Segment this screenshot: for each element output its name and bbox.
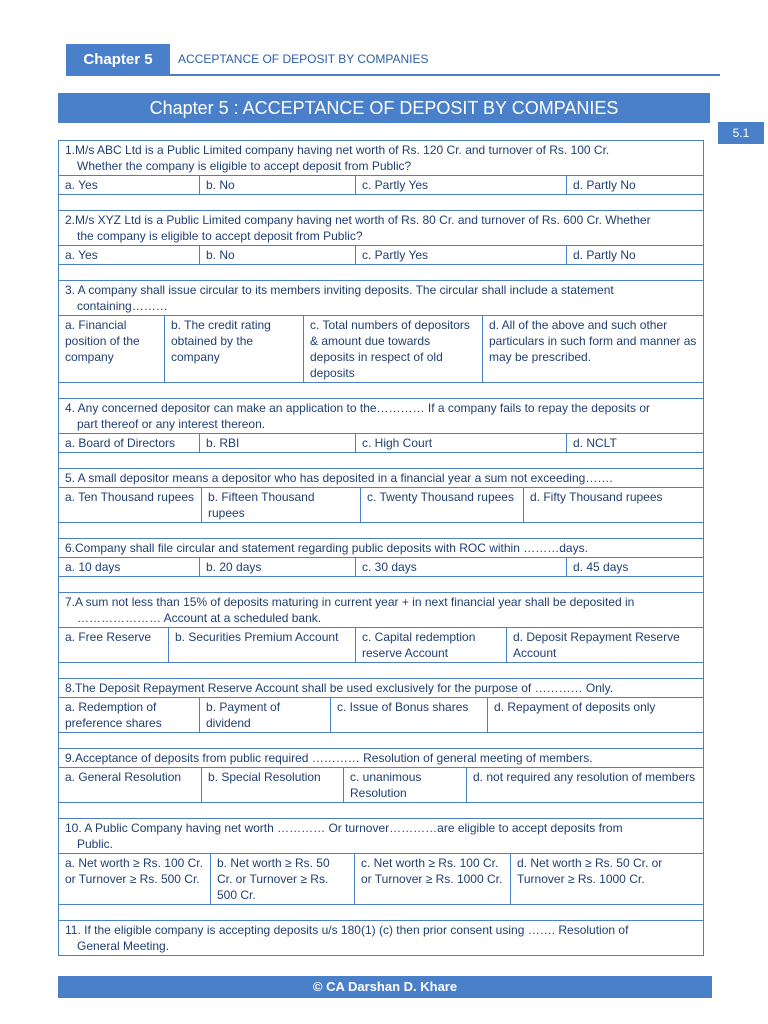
option-5a: a. Ten Thousand rupees: [59, 488, 202, 522]
options-4: [59, 434, 703, 453]
options-10: [59, 854, 703, 905]
option-9a: a. General Resolution: [59, 768, 202, 802]
question-1: 1.M/s ABC Ltd is a Public Limited company having net worth of Rs. 120 Cr. and turnover of Rs. 100 Cr. Whether the company is eligible to accept deposit from Public?: [59, 141, 703, 176]
question-5: 5. A small depositor means a depositor who has deposited in a financial year a sum not exceeding…….: [59, 469, 703, 488]
option-3c: c. Total numbers of depositors & amount due towards deposits in respect of old deposits: [304, 316, 483, 382]
option-1b: b. No: [200, 176, 356, 194]
option-3b: b. The credit rating obtained by the company: [165, 316, 304, 382]
option-7b: b. Securities Premium Account: [169, 628, 356, 662]
option-6c: c. 30 days: [356, 558, 567, 576]
option-1c: c. Partly Yes: [356, 176, 567, 194]
option-3d: d. All of the above and such other particulars in such form and manner as may be prescribed.: [489, 318, 697, 364]
spacer-row: [59, 663, 703, 679]
spacer-row: [59, 803, 703, 819]
option-8a: a. Redemption of preference shares: [59, 698, 200, 732]
chapter-label: Chapter 5: [66, 44, 170, 75]
option-6a: a. 10 days: [59, 558, 200, 576]
option-4d: d. NCLT: [573, 436, 617, 450]
option-5b: b. Fifteen Thousand rupees: [202, 488, 361, 522]
question-6: 6.Company shall file circular and statement regarding public deposits with ROC within ………days.: [59, 539, 703, 558]
option-2c: c. Partly Yes: [356, 246, 567, 264]
header-rule: [66, 74, 720, 76]
spacer-row: [59, 265, 703, 281]
options-2: [59, 246, 703, 265]
option-6d: d. 45 days: [573, 560, 629, 574]
option-9b: b. Special Resolution: [202, 768, 344, 802]
question-4: 4. Any concerned depositor can make an application to the………… If a company fails to repay the deposits or part thereof or any interest thereon.: [59, 399, 703, 434]
option-2a: a. Yes: [59, 246, 200, 264]
option-1d: d. Partly No: [573, 178, 636, 192]
option-9c: c. unanimous Resolution: [344, 768, 467, 802]
page-number: 5.1: [718, 122, 764, 144]
options-3: [59, 316, 703, 383]
option-3a: a. Financial position of the company: [59, 316, 165, 382]
option-8c: c. Issue of Bonus shares: [331, 698, 488, 732]
option-4b: b. RBI: [200, 434, 356, 452]
option-8d: d. Repayment of deposits only: [494, 700, 656, 714]
option-4a: a. Board of Directors: [59, 434, 200, 452]
options-1: [59, 176, 703, 195]
option-5c: c. Twenty Thousand rupees: [361, 488, 524, 522]
spacer-row: [59, 453, 703, 469]
option-4c: c. High Court: [356, 434, 567, 452]
option-1a: a. Yes: [59, 176, 200, 194]
question-table: [58, 140, 704, 956]
page-title: Chapter 5 : ACCEPTANCE OF DEPOSIT BY COMPANIES: [58, 93, 710, 123]
spacer-row: [59, 733, 703, 749]
options-9: [59, 768, 703, 803]
options-5: [59, 488, 703, 523]
option-10c: c. Net worth ≥ Rs. 100 Cr. or Turnover ≥ Rs. 1000 Cr.: [355, 854, 511, 904]
spacer-row: [59, 195, 703, 211]
options-7: [59, 628, 703, 663]
options-6: [59, 558, 703, 577]
spacer-row: [59, 383, 703, 399]
option-10b: b. Net worth ≥ Rs. 50 Cr. or Turnover ≥ Rs. 500 Cr.: [211, 854, 355, 904]
option-2b: b. No: [200, 246, 356, 264]
option-10a: a. Net worth ≥ Rs. 100 Cr. or Turnover ≥ Rs. 500 Cr.: [59, 854, 211, 904]
option-2d: d. Partly No: [573, 248, 636, 262]
question-10: 10. A Public Company having net worth ………… Or turnover…………are eligible to accept deposits from Public.: [59, 819, 703, 854]
chapter-title: ACCEPTANCE OF DEPOSIT BY COMPANIES: [178, 52, 429, 66]
question-11: 11. If the eligible company is accepting deposits u/s 180(1) (c) then prior consent using ……. Resolution of General Meeting.: [65, 923, 629, 953]
option-7c: c. Capital redemption reserve Account: [356, 628, 507, 662]
option-5d: d. Fifty Thousand rupees: [530, 490, 663, 504]
question-8: 8.The Deposit Repayment Reserve Account shall be used exclusively for the purpose of ………… Only.: [59, 679, 703, 698]
spacer-row: [59, 905, 703, 921]
question-2: 2.M/s XYZ Ltd is a Public Limited company having net worth of Rs. 80 Cr. and turnover of Rs. 600 Cr. Whether the company is eligible to accept deposit from Public?: [59, 211, 703, 246]
options-8: [59, 698, 703, 733]
option-6b: b. 20 days: [200, 558, 356, 576]
spacer-row: [59, 577, 703, 593]
option-7d: d. Deposit Repayment Reserve Account: [513, 630, 680, 660]
option-10d: d. Net worth ≥ Rs. 50 Cr. or Turnover ≥ Rs. 1000 Cr.: [517, 856, 663, 886]
spacer-row: [59, 523, 703, 539]
question-7: 7.A sum not less than 15% of deposits maturing in current year + in next financial year shall be deposited in ………………… Account at a scheduled bank.: [59, 593, 703, 628]
question-3: 3. A company shall issue circular to its members inviting deposits. The circular shall include a statement containing………: [59, 281, 703, 316]
question-9: 9.Acceptance of deposits from public required ………… Resolution of general meeting of members.: [59, 749, 703, 768]
option-7a: a. Free Reserve: [59, 628, 169, 662]
footer-credit: © CA Darshan D. Khare: [58, 976, 712, 998]
option-8b: b. Payment of dividend: [200, 698, 331, 732]
option-9d: d. not required any resolution of members: [473, 770, 696, 784]
